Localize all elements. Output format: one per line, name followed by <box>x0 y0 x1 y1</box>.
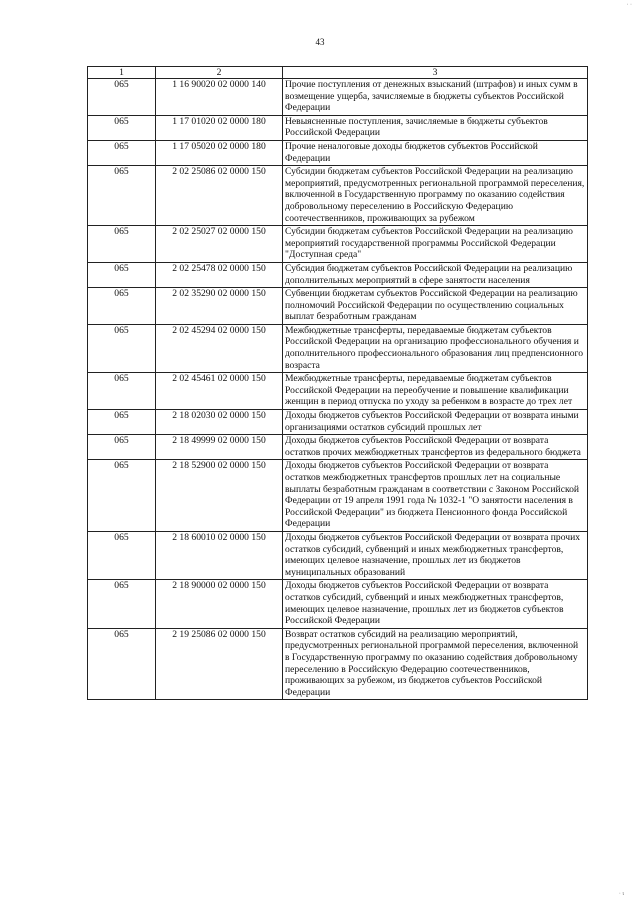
table-row <box>88 410 588 435</box>
header-row <box>88 67 588 79</box>
table-row <box>88 628 588 700</box>
revenue-name-cell: Прочие поступления от денежных взысканий (штрафов) и иных сумм в возмещение ущерба, зачисляемые в бюджеты субъектов Российской Федерации <box>283 79 588 116</box>
corner-mark-top: · · <box>626 2 632 8</box>
revenue-name-cell: Невыясненные поступления, зачисляемые в бюджеты субъектов Российской Федерации <box>283 115 588 140</box>
revenue-name-cell: Доходы бюджетов субъектов Российской Федерации от возврата остатков прочих межбюджетных трансфертов из федерального бюджета <box>283 435 588 460</box>
admin-code-cell: 065 <box>88 226 156 263</box>
admin-code-cell: 065 <box>88 166 156 226</box>
revenue-code-cell: 1 16 90020 02 0000 140 <box>156 79 283 116</box>
table-row <box>88 373 588 410</box>
table-row <box>88 460 588 532</box>
revenue-name-cell: Доходы бюджетов субъектов Российской Федерации от возврата иными организациями остатков субсидий прошлых лет <box>283 410 588 435</box>
revenue-code-cell: 2 19 25086 02 0000 150 <box>156 628 283 700</box>
revenue-code-cell: 2 02 45461 02 0000 150 <box>156 373 283 410</box>
table-row <box>88 324 588 372</box>
revenue-code-cell: 2 02 25478 02 0000 150 <box>156 262 283 287</box>
table-header <box>88 67 588 79</box>
revenue-code-cell: 2 02 35290 02 0000 150 <box>156 288 283 325</box>
revenue-code-cell: 2 18 49999 02 0000 150 <box>156 435 283 460</box>
table-row <box>88 166 588 226</box>
table-row <box>88 140 588 165</box>
admin-code-cell: 065 <box>88 410 156 435</box>
revenue-name-cell: Субсидии бюджетам субъектов Российской Федерации на реализацию мероприятий, предусмотренных региональной программой переселения, включенной в Государственную программу по оказанию содействия добровольному переселению в Российскую Федерацию соотечественников, проживающих за рубежом <box>283 166 588 226</box>
admin-code-cell: 065 <box>88 531 156 579</box>
revenue-code-cell: 2 18 52900 02 0000 150 <box>156 460 283 532</box>
admin-code-cell: 065 <box>88 460 156 532</box>
revenue-code-cell: 1 17 05020 02 0000 180 <box>156 140 283 165</box>
corner-mark-bottom: · ι <box>618 891 624 897</box>
header-col-2: 2 <box>156 67 283 79</box>
admin-code-cell: 065 <box>88 262 156 287</box>
table-row <box>88 435 588 460</box>
page-number: 43 <box>315 37 325 47</box>
table-body <box>88 79 588 700</box>
revenue-name-cell: Возврат остатков субсидий на реализацию мероприятий, предусмотренных региональной программой переселения, включенной в Государственную программу по оказанию содействия добровольному переселению в Российскую Федерацию соотечественников, проживающих за рубежом, из бюджетов субъектов Российской Федерации <box>283 628 588 700</box>
revenue-name-cell: Доходы бюджетов субъектов Российской Федерации от возврата прочих остатков субсидий, субвенций и иных межбюджетных трансфертов, имеющих целевое назначение, прошлых лет из бюджетов муниципальных образований <box>283 531 588 579</box>
admin-code-cell: 065 <box>88 115 156 140</box>
admin-code-cell: 065 <box>88 140 156 165</box>
table-row <box>88 531 588 579</box>
admin-code-cell: 065 <box>88 288 156 325</box>
table-row <box>88 226 588 263</box>
revenue-name-cell: Межбюджетные трансферты, передаваемые бюджетам субъектов Российской Федерации на организацию профессионального обучения и дополнительного профессионального образования лиц предпенсионного возраста <box>283 324 588 372</box>
table-row <box>88 79 588 116</box>
revenue-code-cell: 2 02 25086 02 0000 150 <box>156 166 283 226</box>
header-col-1: 1 <box>88 67 156 79</box>
table-row <box>88 288 588 325</box>
revenue-code-cell: 2 18 60010 02 0000 150 <box>156 531 283 579</box>
revenue-code-cell: 2 18 02030 02 0000 150 <box>156 410 283 435</box>
header-col-3: 3 <box>283 67 588 79</box>
admin-code-cell: 065 <box>88 373 156 410</box>
table-row <box>88 262 588 287</box>
admin-code-cell: 065 <box>88 324 156 372</box>
revenue-code-cell: 2 02 45294 02 0000 150 <box>156 324 283 372</box>
revenue-name-cell: Субвенции бюджетам субъектов Российской Федерации на реализацию полномочий Российской Федерации по осуществлению социальных выплат безработным гражданам <box>283 288 588 325</box>
revenue-name-cell: Прочие неналоговые доходы бюджетов субъектов Российской Федерации <box>283 140 588 165</box>
table-row <box>88 580 588 628</box>
admin-code-cell: 065 <box>88 628 156 700</box>
revenue-name-cell: Субсидия бюджетам субъектов Российской Федерации на реализацию дополнительных мероприятий в сфере занятости населения <box>283 262 588 287</box>
revenue-name-cell: Межбюджетные трансферты, передаваемые бюджетам субъектов Российской Федерации на переобучение и повышение квалификации женщин в период отпуска по уходу за ребенком в возрасте до трех лет <box>283 373 588 410</box>
revenue-code-cell: 2 02 25027 02 0000 150 <box>156 226 283 263</box>
revenue-name-cell: Доходы бюджетов субъектов Российской Федерации от возврата остатков межбюджетных трансфертов прошлых лет на социальные выплаты безработным гражданам в соответствии с Законом Российской Федерации от 19 апреля 1991 года № 1032-1 "О занятости населения в Российской Федерации" из бюджета Пенсионного фонда Российской Федерации <box>283 460 588 532</box>
revenue-code-cell: 1 17 01020 02 0000 180 <box>156 115 283 140</box>
revenue-name-cell: Доходы бюджетов субъектов Российской Федерации от возврата остатков субсидий, субвенций и иных межбюджетных трансфертов, имеющих целевое назначение, прошлых лет из бюджетов субъектов Российской Федерации <box>283 580 588 628</box>
revenue-name-cell: Субсидии бюджетам субъектов Российской Федерации на реализацию мероприятий государственной программы Российской Федерации "Доступная среда" <box>283 226 588 263</box>
admin-code-cell: 065 <box>88 79 156 116</box>
admin-code-cell: 065 <box>88 435 156 460</box>
revenue-codes-table <box>87 66 588 700</box>
revenue-code-cell: 2 18 90000 02 0000 150 <box>156 580 283 628</box>
table-row <box>88 115 588 140</box>
admin-code-cell: 065 <box>88 580 156 628</box>
